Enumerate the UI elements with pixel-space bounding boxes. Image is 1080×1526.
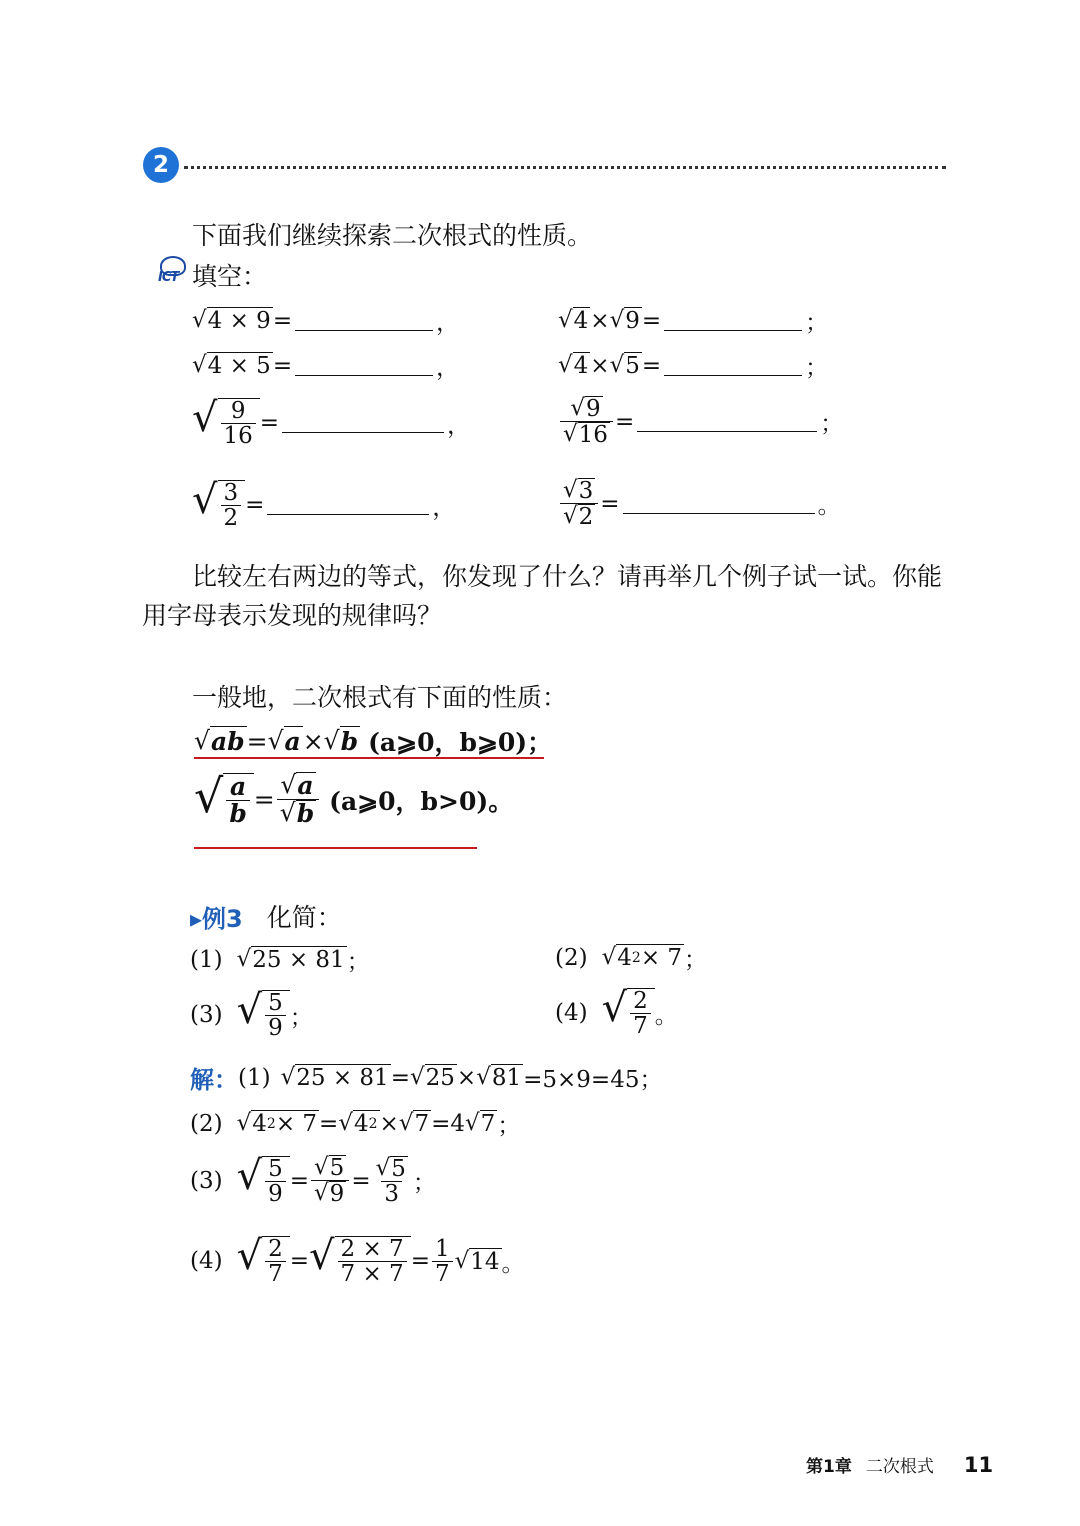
fill-row3-left: √ $\frac{9}{16}$ = ， xyxy=(192,395,471,450)
example-part3: (3) √ $\frac{5}{9}$ ； xyxy=(190,987,313,1042)
solution-part2: (2) √ 4 2 × 7 = √ 4 2 × √ 7 =4 √ 7 ； xyxy=(190,1110,521,1139)
fill-row1-right: √ 4 × √ 9 = ； xyxy=(558,307,829,336)
fill-row2-right: √ 4 × √ 5 = ； xyxy=(558,352,829,381)
property2-formula: √ $\frac{a}{b}$ = √ a √ b (a⩾0，b>0)。 xyxy=(194,768,514,829)
example-part1: (1) √ 25 × 81 ； xyxy=(190,946,370,975)
property1-formula: √ ab = √ a × √ b (a⩾0，b⩾0)； xyxy=(194,726,553,757)
question-line2: 用字母表示发现的规律吗？ xyxy=(142,601,443,630)
page-footer xyxy=(806,1452,993,1477)
page-number: 11 xyxy=(963,1452,994,1477)
fill-row4-left: √ $\frac{3}{2}$ = ， xyxy=(192,477,456,532)
example-task: 化简： xyxy=(266,903,342,932)
fill-row3-right: √ 9 √ 16 = ； xyxy=(558,396,843,447)
example-header xyxy=(190,898,342,934)
fill-row1-left: √ 4 × 9 = ， xyxy=(192,307,460,336)
footer-chapter: 第1章 xyxy=(806,1457,852,1477)
solution-label: 解： xyxy=(190,1066,238,1094)
property1-underline xyxy=(194,757,544,759)
footer-title: 二次根式 xyxy=(865,1457,934,1477)
property2-underline xyxy=(194,847,477,849)
section-number-badge: 2 xyxy=(143,147,179,183)
example-part4: (4) √ $\frac{2}{7}$ 。 xyxy=(555,985,678,1040)
intro-text: 下面我们继续探索二次根式的性质。 xyxy=(192,221,593,250)
fill-label: 填空： xyxy=(192,262,268,291)
section-divider xyxy=(184,166,946,169)
example-label: ▸例3 xyxy=(190,904,243,933)
solution-part1: 解： (1) √ 25 × 81 = √ 25 × √ 81 =5×9=45； xyxy=(190,1060,662,1095)
fill-row4-right: √ 3 √ 2 = 。 xyxy=(558,478,841,529)
fill-row2-left: √ 4 × 5 = ， xyxy=(192,352,460,381)
solution-part3: (3) √ $\frac{5}{9}$ = √ 5 √ 9 = √ 5 3 ； xyxy=(190,1152,436,1208)
solution-part4: (4) √ $\frac{2}{7}$ = √ $\frac{2 \times 7}{7 \times 7}$ = $\frac{1}{7}$ √ 14 。 xyxy=(190,1233,525,1288)
question-line1: 比较左右两边的等式，你发现了什么？请再举几个例子试一试。你能 xyxy=(192,562,943,591)
general-intro: 一般地，二次根式有下面的性质： xyxy=(192,683,568,712)
example-part2: (2) √ 4 2 × 7 ； xyxy=(555,944,708,973)
